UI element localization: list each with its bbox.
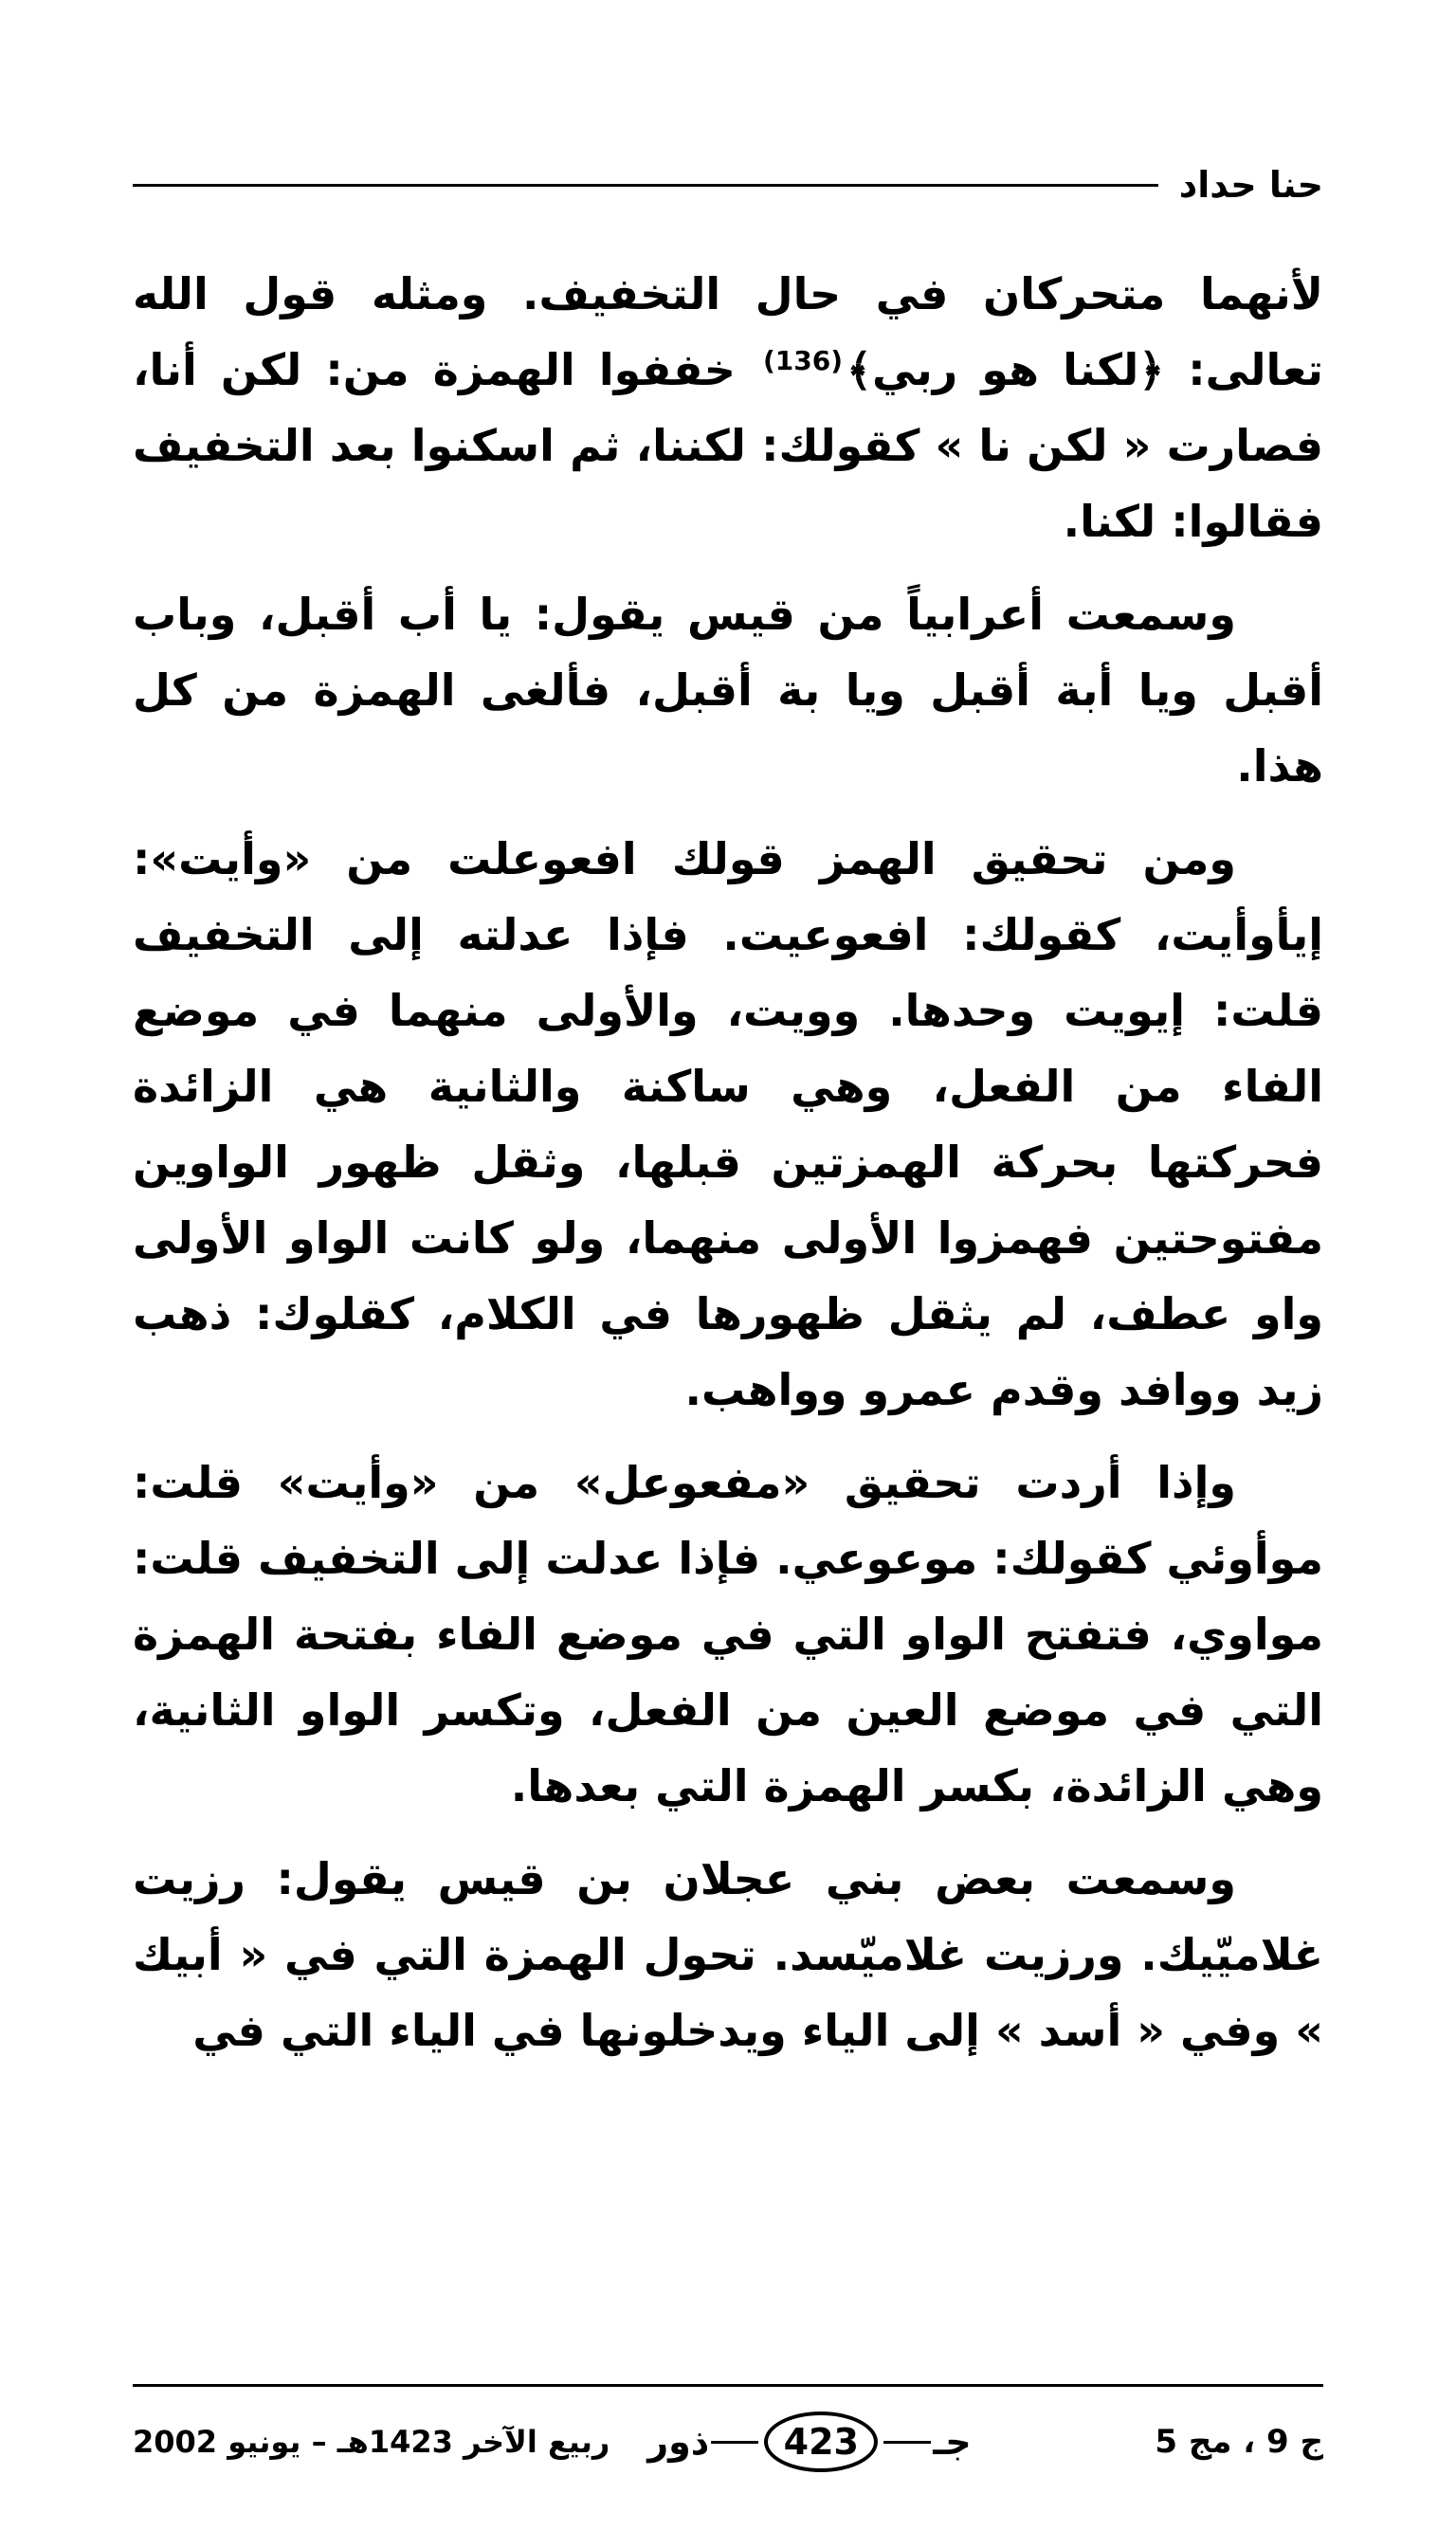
page-number: 423 — [764, 2412, 878, 2472]
paragraph-4: وإذا أردت تحقيق «مفعوعل» من «وأيت» قلت: موأوئي كقولك: موعوعي. فإذا عدلت إلى التخفيف قلت: مواوي، فتفتح الواو التي في موضع الفاء بفتحة الهمزة التي في موضع العين من الفعل، وتكسر الواو الثانية، وهي الزائدة، بكسر الهمزة التي بعدها. — [133, 1457, 1323, 1811]
journal-logo-right: جـ — [933, 2421, 972, 2463]
footer-left-block — [133, 2412, 972, 2472]
paragraph-1 — [133, 256, 1323, 559]
paragraph-3: ومن تحقيق الهمز قولك افعوعلت من «وأيت»: إيأوأيت، كقولك: افعوعيت. فإذا عدلته إلى التخفيف قلت: إيويت وحدها. وويت، والأولى منهما في موضع الفاء من الفعل، وهي ساكنة والثانية هي الزائدة فحركتها بحركة الهمزتين قبلها، وثقل ظهور الواوين مفتوحتين فهمزوا الأولى منهما، ولو كانت الواو الأولى واو عطف، لم يثقل ظهورها في الكلام، كقلوك: ذهب زيد ووافد وقدم عمرو وواهب. — [133, 833, 1323, 1415]
logo-stroke-right — [883, 2441, 931, 2444]
author-name: حنا حداد — [1178, 164, 1323, 206]
issue-info: ج 9 ، مج 5 — [1155, 2423, 1323, 2461]
footer-row — [133, 2404, 1323, 2480]
journal-logo — [647, 2412, 971, 2472]
footnote-marker: (136) — [762, 344, 843, 376]
issue-date: ربيع الآخر 1423هـ – يونيو 2002 — [133, 2424, 610, 2460]
paragraph-1-rest: خففوا الهمزة من: لكن أنا، فصارت « لكن نا » كقولك: لكننا، ثم اسكنوا بعد التخفيف فقالوا: لكنا. — [133, 344, 1323, 547]
paragraph-2: وسمعت أعرابياً من قيس يقول: يا أب أقبل، وباب أقبل ويا أبة أقبل ويا بة أقبل، فألغى الهمزة من كل هذا. — [133, 589, 1323, 792]
paragraph-5: وسمعت بعض بني عجلان بن قيس يقول: رزيت غلاميّيك. ورزيت غلاميّسد. تحول الهمزة التي في « أبيك » وفي « أسد » إلى الياء ويدخلونها في الياء التي في — [133, 1853, 1323, 2056]
journal-logo-left: ذور — [647, 2421, 710, 2463]
running-header — [133, 156, 1323, 213]
quran-quote: ﴿لكنا هو ربي﴾ — [846, 344, 1165, 395]
header-rule — [133, 184, 1158, 187]
body-text — [133, 256, 1323, 2085]
paragraph-1-start: لأنهما متحركان في حال التخفيف. ومثله قول الله تعالى: — [133, 268, 1323, 395]
page-footer — [133, 2384, 1323, 2480]
footer-rule — [133, 2384, 1323, 2387]
logo-stroke-left — [711, 2441, 758, 2444]
